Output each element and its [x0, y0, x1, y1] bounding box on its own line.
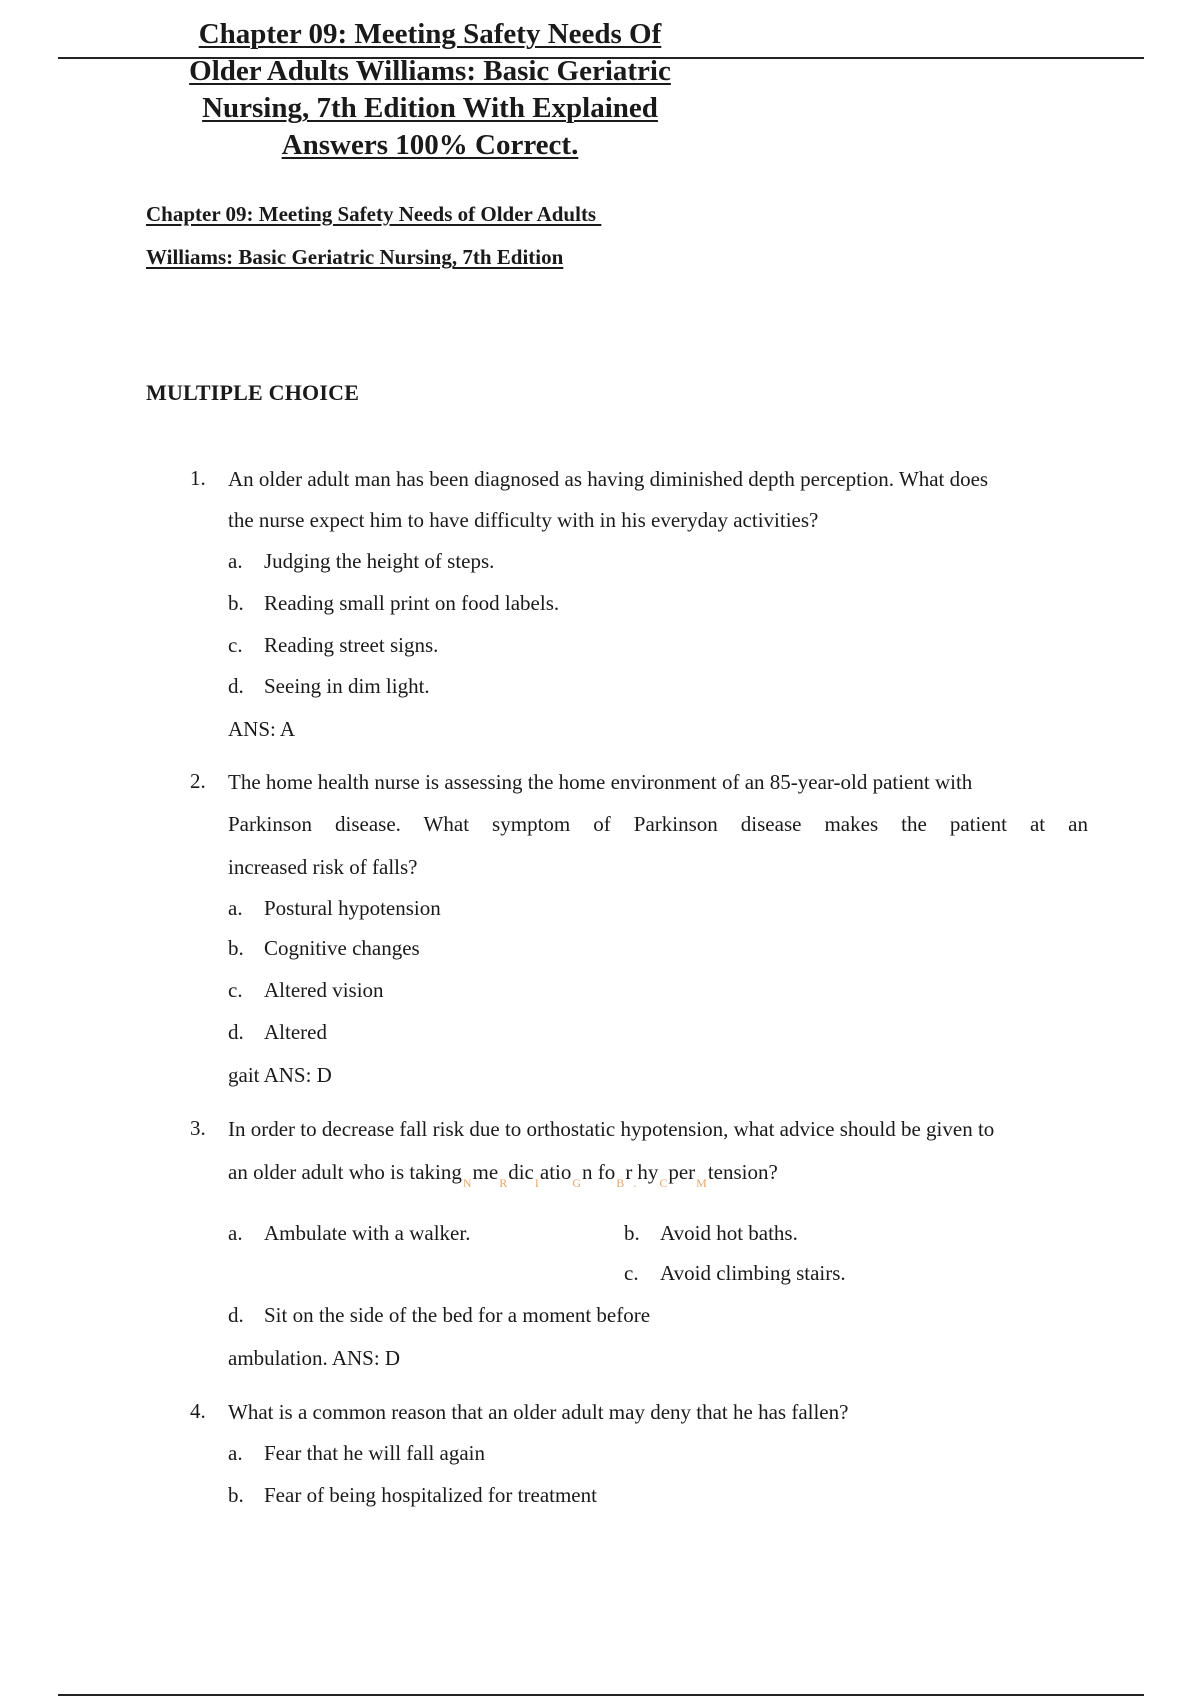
question-4-option-a-letter: a.	[228, 1441, 243, 1465]
title-line-1: Chapter 09: Meeting Safety Needs Of	[198, 18, 662, 50]
question-2-option-d: Altered	[264, 1020, 327, 1044]
question-4-option-a: Fear that he will fall again	[264, 1441, 486, 1465]
watermark-letter: R	[499, 1176, 508, 1190]
watermark-letter: .	[633, 1176, 637, 1190]
question-3-option-d-letter: d.	[228, 1303, 244, 1327]
question-2-text-line-3: increased risk of falls?	[228, 855, 418, 879]
question-2-option-c-letter: c.	[228, 978, 243, 1002]
watermark-letter: C	[659, 1176, 668, 1190]
question-1-option-b: Reading small print on food labels.	[264, 591, 560, 615]
question-2-text-line-1: The home health nurse is assessing the home environment of an 85-year-old patient with	[228, 770, 973, 794]
question-3-number: 3.	[190, 1116, 206, 1140]
question-2-option-d-letter: d.	[228, 1020, 244, 1044]
question-2-option-b: Cognitive changes	[264, 936, 420, 960]
question-2-number: 2.	[190, 769, 206, 793]
question-1-option-c-letter: c.	[228, 633, 243, 657]
question-1-answer: ANS: A	[228, 717, 296, 741]
footer-rule	[58, 1694, 1144, 1696]
question-3-text-line-2: an older adult who is $taking_Nme_Rdic_Iatio_Gn$ $fo_Br_.hy_Cper_Mtension$?	[228, 1160, 778, 1190]
watermark-letter: I	[534, 1176, 539, 1190]
question-3-option-b: Avoid hot baths.	[660, 1221, 798, 1245]
question-3-answer: ambulation. ANS: D	[228, 1346, 401, 1370]
question-3-option-c-letter: c.	[624, 1261, 639, 1285]
subtitle-book: Williams: Basic Geriatric Nursing, 7th Edition	[146, 245, 564, 269]
question-2-option-a-letter: a.	[228, 896, 243, 920]
question-2-option-c: Altered vision	[264, 978, 384, 1002]
title-line-4: Answers 100% Correct.	[281, 129, 579, 161]
question-2-option-a: Postural hypotension	[264, 896, 441, 920]
question-3-option-c: Avoid climbing stairs.	[660, 1261, 846, 1285]
watermark-letter: N	[462, 1176, 472, 1190]
question-2-option-b-letter: b.	[228, 936, 244, 960]
watermark-letter: B	[616, 1176, 625, 1190]
section-heading: MULTIPLE CHOICE	[146, 380, 360, 405]
document-title	[150, 16, 710, 164]
question-3-option-b-letter: b.	[624, 1221, 640, 1245]
question-4-text-line-1: What is a common reason that an older adult may deny that he has fallen?	[228, 1400, 849, 1424]
question-1-text-line-2: the nurse expect him to have difficulty with in his everyday activities?	[228, 508, 819, 532]
question-4-number: 4.	[190, 1399, 206, 1423]
question-1-text-line-1: An older adult man has been diagnosed as having diminished depth perception. What does	[228, 467, 989, 491]
watermark-letter: M	[696, 1176, 707, 1190]
question-2-answer: gait ANS: D	[228, 1063, 332, 1087]
question-2-text-line-2: Parkinson disease. What symptom of Parkinson disease makes the patient at an	[228, 812, 1088, 836]
watermark-letter: G	[572, 1176, 582, 1190]
subtitle-chapter: Chapter 09: Meeting Safety Needs of Older Adults	[146, 202, 602, 226]
question-4-option-b-letter: b.	[228, 1483, 244, 1507]
title-line-3: Nursing, 7th Edition With Explained	[202, 92, 658, 124]
question-1-option-d: Seeing in dim light.	[264, 674, 430, 698]
question-3-text-line-1: In order to decrease fall risk due to orthostatic hypotension, what advice should be given to	[228, 1117, 995, 1141]
question-1-option-c: Reading street signs.	[264, 633, 439, 657]
question-1-option-d-letter: d.	[228, 674, 244, 698]
question-1-number: 1.	[190, 466, 206, 490]
question-1-option-a: Judging the height of steps.	[264, 549, 495, 573]
question-3-option-a: Ambulate with a walker.	[264, 1221, 471, 1245]
question-1-option-a-letter: a.	[228, 549, 243, 573]
question-4-option-b: Fear of being hospitalized for treatment	[264, 1483, 597, 1507]
question-3-option-a-letter: a.	[228, 1221, 243, 1245]
question-3-option-d: Sit on the side of the bed for a moment before	[264, 1303, 651, 1327]
title-line-2: Older Adults Williams: Basic Geriatric	[189, 55, 671, 87]
question-1-option-b-letter: b.	[228, 591, 244, 615]
